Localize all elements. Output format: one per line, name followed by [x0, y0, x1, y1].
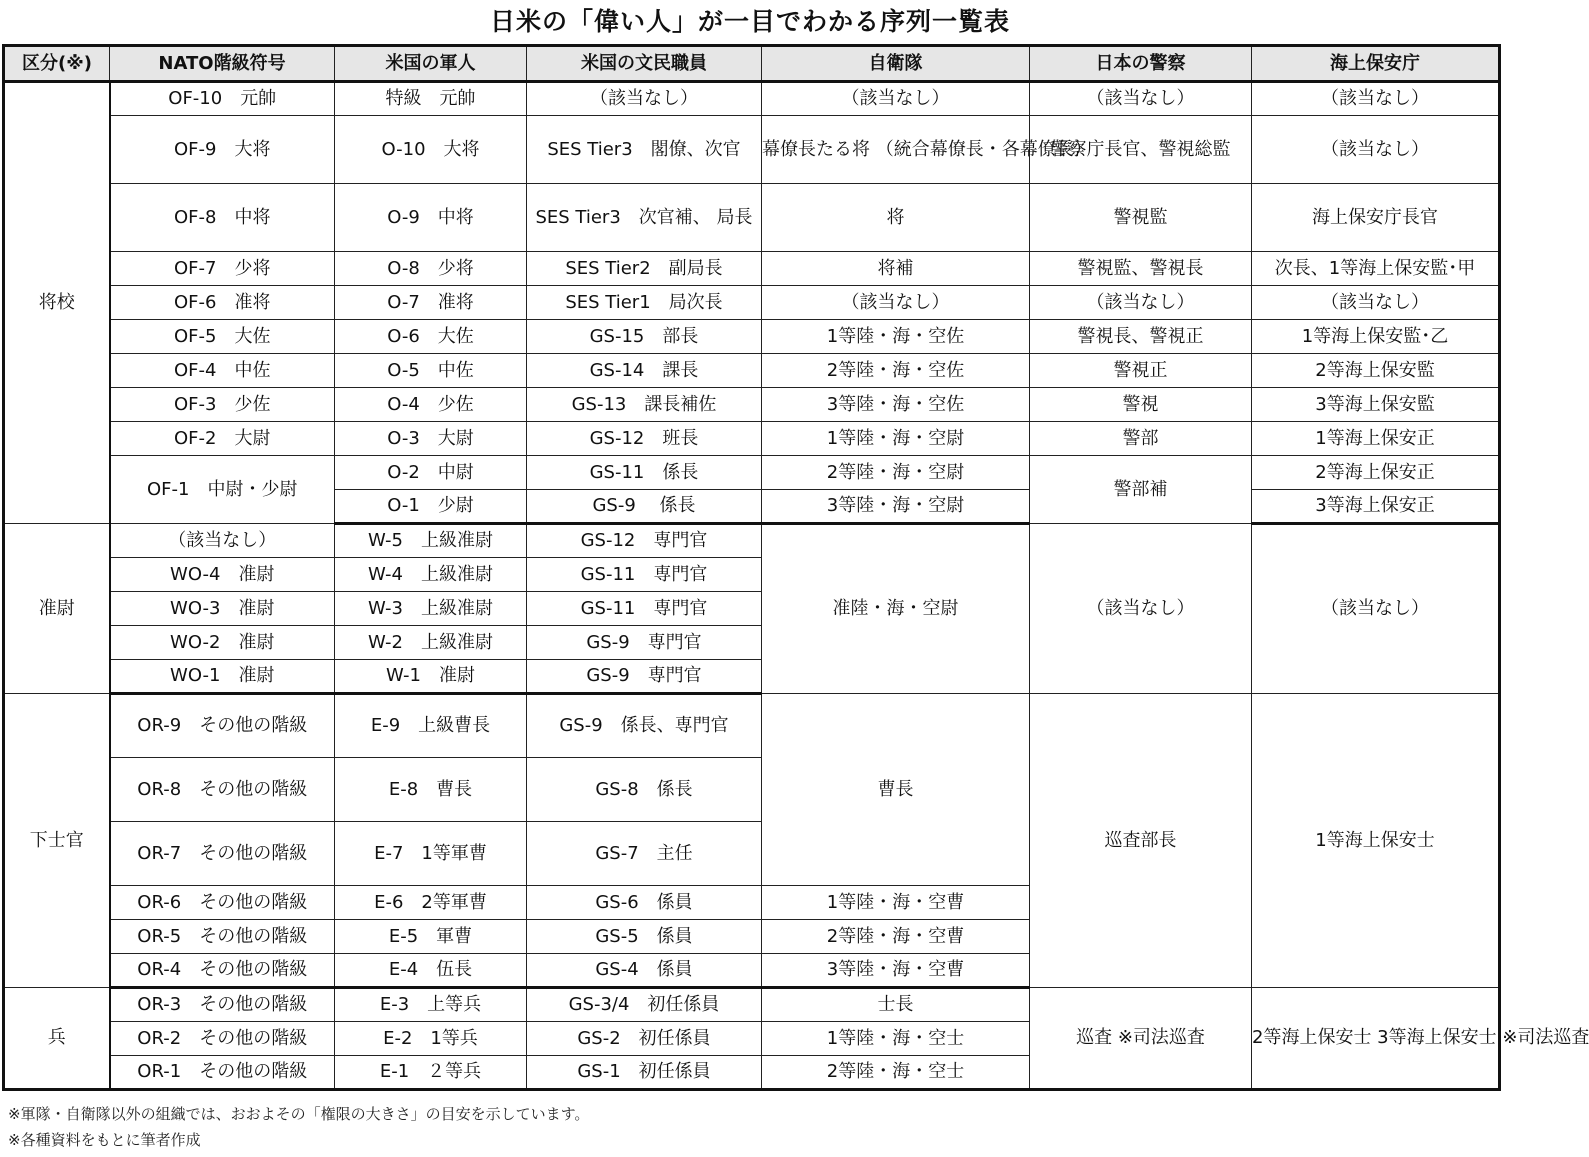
cell-us-civilian: GS-3/4 初任係員	[527, 988, 762, 1022]
cell-us-civilian: SES Tier2 副局長	[527, 252, 762, 286]
cell-us-civilian: GS-9 専門官	[527, 660, 762, 694]
cell-coast-guard: 1等海上保安監･乙	[1252, 320, 1500, 354]
cell-us-military: O-8 少将	[335, 252, 527, 286]
cell-us-military: O-4 少佐	[335, 388, 527, 422]
cell-nato: OF-2 大尉	[110, 422, 335, 456]
cell-nato: OR-5 その他の階級	[110, 920, 335, 954]
cell-police: （該当なし）	[1030, 82, 1252, 116]
cell-us-military: W-2 上級准尉	[335, 626, 527, 660]
cell-us-civilian: GS-11 専門官	[527, 558, 762, 592]
cell-us-military: W-1 准尉	[335, 660, 527, 694]
cell-coast-guard: 1等海上保安正	[1252, 422, 1500, 456]
cell-us-military: E-6 2等軍曹	[335, 886, 527, 920]
cell-police: 警視正	[1030, 354, 1252, 388]
table-row	[4, 286, 1500, 320]
cell-jsdf: 1等陸・海・空尉	[762, 422, 1030, 456]
cell-us-civilian: GS-9 係長、専門官	[527, 694, 762, 758]
cell-police: （該当なし）	[1030, 524, 1252, 694]
cell-us-military: E-5 軍曹	[335, 920, 527, 954]
cell-jsdf: 幕僚長たる将 （統合幕僚長・各幕僚長）	[762, 116, 1030, 184]
cell-nato: OF-6 准将	[110, 286, 335, 320]
cell-jsdf: 1等陸・海・空士	[762, 1022, 1030, 1056]
cell-us-civilian: SES Tier3 次官補、 局長	[527, 184, 762, 252]
cell-nato: OR-4 その他の階級	[110, 954, 335, 988]
cell-us-military: E-1 ２等兵	[335, 1056, 527, 1090]
cell-jsdf: 1等陸・海・空曹	[762, 886, 1030, 920]
cell-us-civilian: GS-1 初任係員	[527, 1056, 762, 1090]
header-us-civilian: 米国の文民職員	[527, 46, 762, 82]
section-label-nco: 下士官	[4, 694, 110, 988]
table-row	[4, 388, 1500, 422]
cell-nato: OF-7 少将	[110, 252, 335, 286]
cell-coast-guard: 2等海上保安監	[1252, 354, 1500, 388]
table-row	[4, 82, 1500, 116]
header-category: 区分(※)	[4, 46, 110, 82]
cell-us-military: 特級 元帥	[335, 82, 527, 116]
cell-nato: OF-9 大将	[110, 116, 335, 184]
cell-us-military: O-3 大尉	[335, 422, 527, 456]
cell-coast-guard: 3等海上保安正	[1252, 490, 1500, 524]
cell-police: 警視長、警視正	[1030, 320, 1252, 354]
cell-us-military: E-4 伍長	[335, 954, 527, 988]
cell-us-military: O-2 中尉	[335, 456, 527, 490]
cell-nato: WO-2 准尉	[110, 626, 335, 660]
cell-nato: （該当なし）	[110, 524, 335, 558]
table-row	[4, 116, 1500, 184]
cell-jsdf: 将補	[762, 252, 1030, 286]
cell-jsdf: 1等陸・海・空佐	[762, 320, 1030, 354]
cell-us-civilian: GS-15 部長	[527, 320, 762, 354]
cell-coast-guard: （該当なし）	[1252, 82, 1500, 116]
cell-us-military: O-7 准将	[335, 286, 527, 320]
cell-jsdf: 曹長	[762, 694, 1030, 886]
cell-us-civilian: GS-2 初任係員	[527, 1022, 762, 1056]
cell-police: 警察庁長官、警視総監	[1030, 116, 1252, 184]
cell-police: 巡査 ※司法巡査	[1030, 988, 1252, 1090]
cell-us-civilian: GS-14 課長	[527, 354, 762, 388]
cell-police: 警部	[1030, 422, 1252, 456]
cell-coast-guard: 次長、1等海上保安監･甲	[1252, 252, 1500, 286]
cell-us-military: O-10 大将	[335, 116, 527, 184]
cell-us-military: W-4 上級准尉	[335, 558, 527, 592]
cell-us-civilian: GS-8 係長	[527, 758, 762, 822]
cell-jsdf: （該当なし）	[762, 82, 1030, 116]
cell-us-civilian: GS-11 専門官	[527, 592, 762, 626]
header-nato: NATO階級符号	[110, 46, 335, 82]
cell-us-military: O-6 大佐	[335, 320, 527, 354]
cell-nato: OF-8 中将	[110, 184, 335, 252]
cell-jsdf: 将	[762, 184, 1030, 252]
cell-us-civilian: SES Tier3 閣僚、次官	[527, 116, 762, 184]
cell-us-military: O-1 少尉	[335, 490, 527, 524]
cell-nato: OR-3 その他の階級	[110, 988, 335, 1022]
table-row	[4, 422, 1500, 456]
table-row	[4, 252, 1500, 286]
cell-us-military: E-3 上等兵	[335, 988, 527, 1022]
page-title: 日米の「偉い人」が一目でわかる序列一覧表	[489, 7, 1010, 36]
footnote: ※各種資料をもとに筆者作成	[8, 1131, 201, 1149]
header-us-military: 米国の軍人	[335, 46, 527, 82]
cell-nato: OR-6 その他の階級	[110, 886, 335, 920]
cell-nato: OF-10 元帥	[110, 82, 335, 116]
cell-us-military: E-7 1等軍曹	[335, 822, 527, 886]
cell-jsdf: 准陸・海・空尉	[762, 524, 1030, 694]
cell-nato: OR-8 その他の階級	[110, 758, 335, 822]
cell-jsdf: 士長	[762, 988, 1030, 1022]
cell-police: （該当なし）	[1030, 286, 1252, 320]
cell-police: 巡査部長	[1030, 694, 1252, 988]
cell-coast-guard: （該当なし）	[1252, 116, 1500, 184]
cell-us-military: E-8 曹長	[335, 758, 527, 822]
cell-nato: OF-1 中尉・少尉	[110, 456, 335, 524]
cell-us-military: W-5 上級准尉	[335, 524, 527, 558]
cell-jsdf: 2等陸・海・空曹	[762, 920, 1030, 954]
cell-coast-guard: 1等海上保安士	[1252, 694, 1500, 988]
header-row	[4, 46, 1500, 82]
cell-jsdf: 3等陸・海・空佐	[762, 388, 1030, 422]
table-row	[4, 694, 1500, 758]
cell-coast-guard: 3等海上保安監	[1252, 388, 1500, 422]
cell-us-military: E-2 1等兵	[335, 1022, 527, 1056]
header-coast-guard: 海上保安庁	[1252, 46, 1500, 82]
cell-us-civilian: GS-6 係員	[527, 886, 762, 920]
cell-police: 警視監、警視長	[1030, 252, 1252, 286]
table-row	[4, 184, 1500, 252]
cell-nato: OR-2 その他の階級	[110, 1022, 335, 1056]
cell-us-civilian: GS-12 班長	[527, 422, 762, 456]
section-label-officer: 将校	[4, 82, 110, 524]
cell-us-military: E-9 上級曹長	[335, 694, 527, 758]
table-row	[4, 524, 1500, 558]
cell-nato: WO-3 准尉	[110, 592, 335, 626]
cell-jsdf: （該当なし）	[762, 286, 1030, 320]
cell-us-military: O-5 中佐	[335, 354, 527, 388]
cell-nato: OR-9 その他の階級	[110, 694, 335, 758]
cell-jsdf: 2等陸・海・空士	[762, 1056, 1030, 1090]
cell-coast-guard: （該当なし）	[1252, 524, 1500, 694]
cell-us-military: W-3 上級准尉	[335, 592, 527, 626]
cell-us-civilian: GS-9 専門官	[527, 626, 762, 660]
cell-nato: OF-5 大佐	[110, 320, 335, 354]
cell-coast-guard: 2等海上保安正	[1252, 456, 1500, 490]
cell-nato: OR-7 その他の階級	[110, 822, 335, 886]
cell-nato: WO-4 准尉	[110, 558, 335, 592]
cell-coast-guard: 2等海上保安士 3等海上保安士 ※司法巡査	[1252, 988, 1500, 1090]
cell-us-civilian: GS-5 係員	[527, 920, 762, 954]
cell-jsdf: 3等陸・海・空曹	[762, 954, 1030, 988]
cell-jsdf: 2等陸・海・空尉	[762, 456, 1030, 490]
cell-us-military: O-9 中将	[335, 184, 527, 252]
section-label-warrant: 准尉	[4, 524, 110, 694]
cell-us-civilian: GS-9 係長	[527, 490, 762, 524]
table-row	[4, 320, 1500, 354]
cell-jsdf: 2等陸・海・空佐	[762, 354, 1030, 388]
cell-nato: OF-3 少佐	[110, 388, 335, 422]
cell-nato: OF-4 中佐	[110, 354, 335, 388]
header-japan-police: 日本の警察	[1030, 46, 1252, 82]
table-row	[4, 988, 1500, 1022]
cell-nato: OR-1 その他の階級	[110, 1056, 335, 1090]
table-row	[4, 456, 1500, 490]
cell-us-civilian: GS-7 主任	[527, 822, 762, 886]
cell-us-civilian: GS-12 専門官	[527, 524, 762, 558]
cell-jsdf: 3等陸・海・空尉	[762, 490, 1030, 524]
cell-police: 警視監	[1030, 184, 1252, 252]
footnote: ※軍隊・自衛隊以外の組織では、おおよその「権限の大きさ」の目安を示しています。	[8, 1105, 590, 1123]
cell-coast-guard: （該当なし）	[1252, 286, 1500, 320]
cell-us-civilian: GS-11 係長	[527, 456, 762, 490]
cell-nato: WO-1 准尉	[110, 660, 335, 694]
cell-coast-guard: 海上保安庁長官	[1252, 184, 1500, 252]
section-label-enlisted: 兵	[4, 988, 110, 1090]
cell-us-civilian: SES Tier1 局次長	[527, 286, 762, 320]
cell-police: 警視	[1030, 388, 1252, 422]
rank-comparison-table	[2, 44, 1589, 1091]
cell-us-civilian: GS-13 課長補佐	[527, 388, 762, 422]
cell-us-civilian: （該当なし）	[527, 82, 762, 116]
cell-police: 警部補	[1030, 456, 1252, 524]
header-jsdf: 自衛隊	[762, 46, 1030, 82]
cell-us-civilian: GS-4 係員	[527, 954, 762, 988]
table-row	[4, 354, 1500, 388]
footnotes	[8, 1101, 1488, 1153]
